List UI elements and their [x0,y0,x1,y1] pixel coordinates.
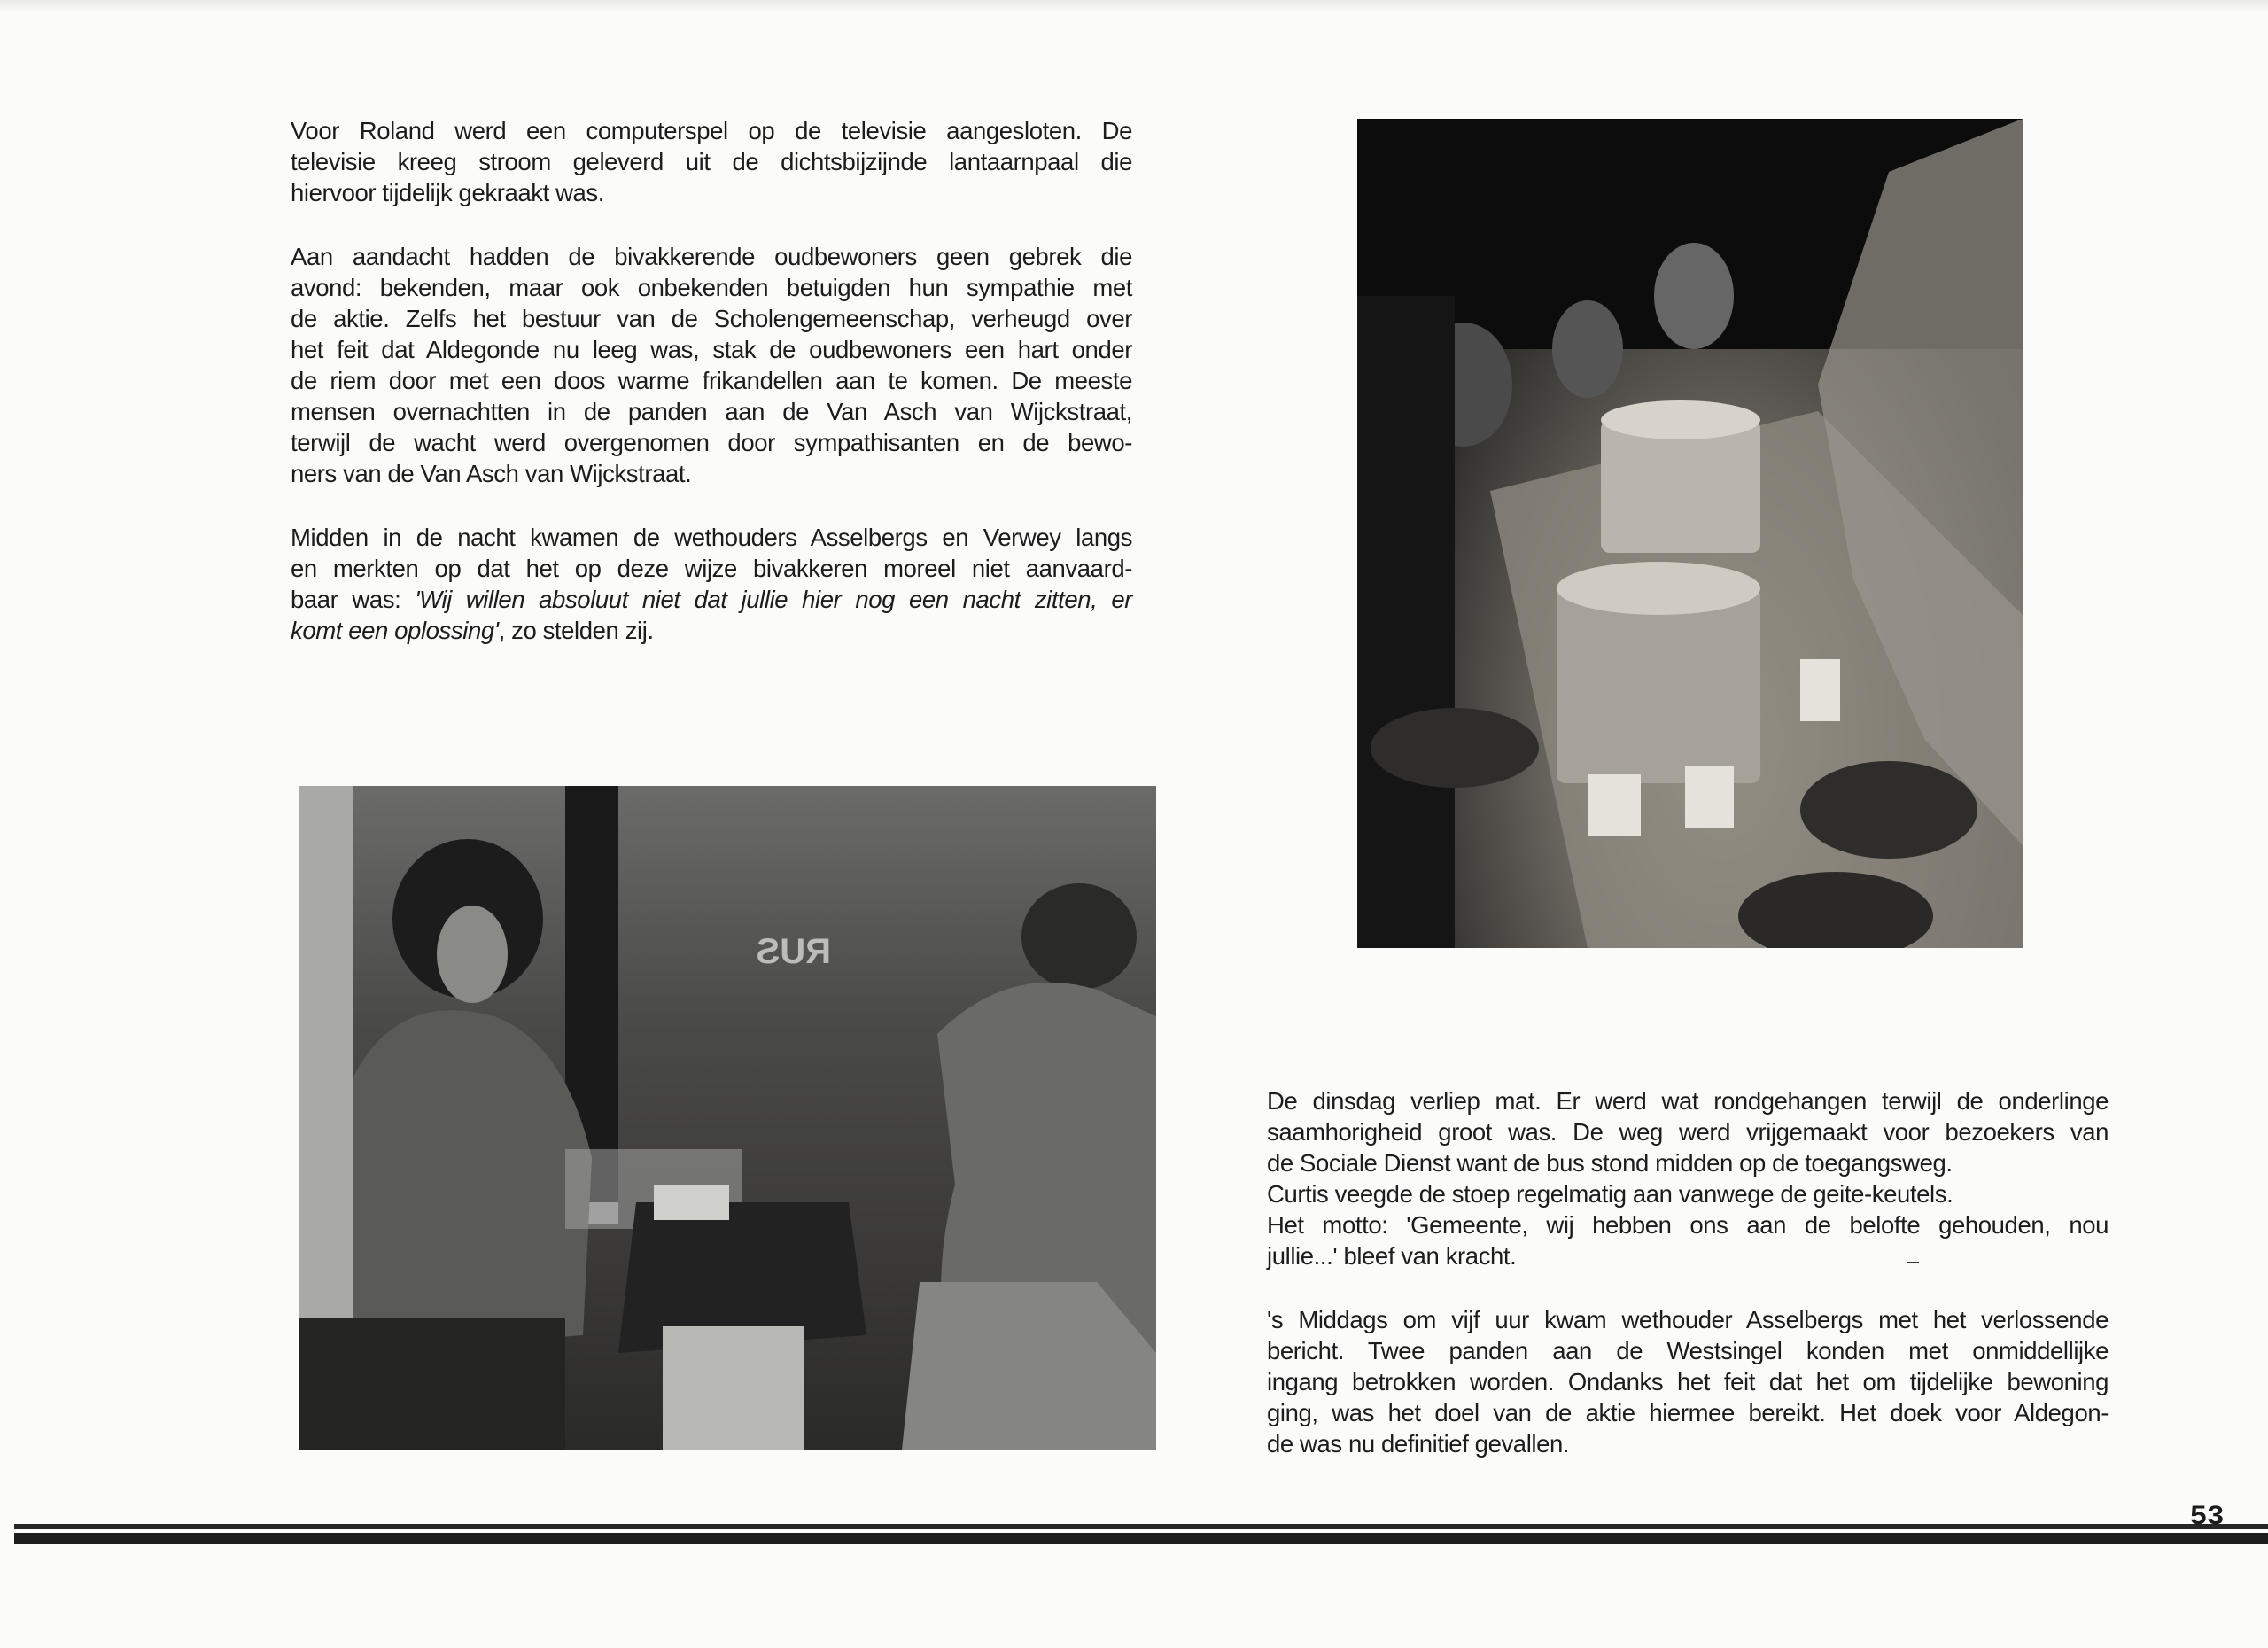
text-line: Aan aandacht hadden de bivakkerende oudbewoners geen gebrek die [291,243,1132,270]
photo-people-around-stove [299,786,1156,1450]
svg-text:RUS: RUS [756,932,831,971]
text-line: ners van de Van Asch van Wijckstraat. [291,460,692,487]
photo-people-eating-at-table [1357,119,2023,948]
text-line: Curtis veegde de stoep regelmatig aan vanwege de geite-keutels. [1267,1180,1953,1208]
text-column-left [291,115,1132,646]
text-line [291,584,1132,615]
text-line: het feit dat Aldegonde nu leeg was, stak de oudbewoners een hart onder [291,336,1132,363]
text-line [291,615,1132,646]
text-line: Midden in de nacht kwamen de wethouders Asselbergs en Verwey langs [291,524,1132,551]
text-plain: baar was: [291,586,416,613]
text-line: hiervoor tijdelijk gekraakt was. [291,179,605,206]
text-plain: , zo stelden zij. [498,617,654,644]
text-line: Voor Roland werd een computerspel op de televisie aangesloten. De [291,117,1132,144]
text-line: de riem door met een doos warme frikandellen aan te komen. De meeste [291,367,1132,394]
text-line: Het motto: 'Gemeente, wij hebben ons aan de belofte gehouden, nou [1267,1211,2109,1239]
text-line: terwijl de wacht werd overgenomen door sympathisanten en de bewo- [291,429,1132,456]
text-line: saamhorigheid groot was. De weg werd vrijgemaakt voor bezoekers van [1267,1118,2109,1146]
text-line: en merkten op dat het op deze wijze bivakkeren moreel niet aanvaard- [291,555,1132,582]
text-line: de aktie. Zelfs het bestuur van de Scholengemeenschap, verheugd over [291,305,1132,332]
page-number: 53 [2190,1501,2225,1530]
text-line: avond: bekenden, maar ook onbekenden betuigden hun sympathie met [291,274,1132,301]
text-line: bericht. Twee panden aan de Westsingel konden met onmiddellijke [1267,1337,2109,1364]
quote-italic: 'Wij willen absoluut niet dat jullie hier nog een nacht zitten, er [415,586,1132,613]
text-line: de Sociale Dienst want de bus stond midden op de toegangsweg. [1267,1149,1953,1177]
footer-rule-thin [14,1524,2268,1529]
quote-italic: komt een oplossing' [291,617,499,644]
text-line: mensen overnachtten in de panden aan de Van Asch van Wijckstraat, [291,398,1132,425]
scan-edge [0,0,2268,12]
text-line: televisie kreeg stroom geleverd uit de dichtsbijzijnde lantaarnpaal die [291,148,1132,175]
text-line: jullie...' bleef van kracht. [1267,1242,1517,1270]
footer-rule-thick [14,1533,2268,1544]
text-line: De dinsdag verliep mat. Er werd wat rondgehangen terwijl de onderlinge [1267,1087,2109,1115]
text-line: ingang betrokken worden. Ondanks het feit dat het om tijdelijke bewoning [1267,1368,2109,1395]
text-column-right [1267,1085,2109,1459]
text-line: ging, was het doel van de aktie hiermee bereikt. Het doek voor Aldegon- [1267,1399,2109,1426]
text-line: de was nu definitief gevallen. [1267,1430,1570,1458]
text-line: 's Middags om vijf uur kwam wethouder Asselbergs met het verlossende [1267,1306,2109,1333]
